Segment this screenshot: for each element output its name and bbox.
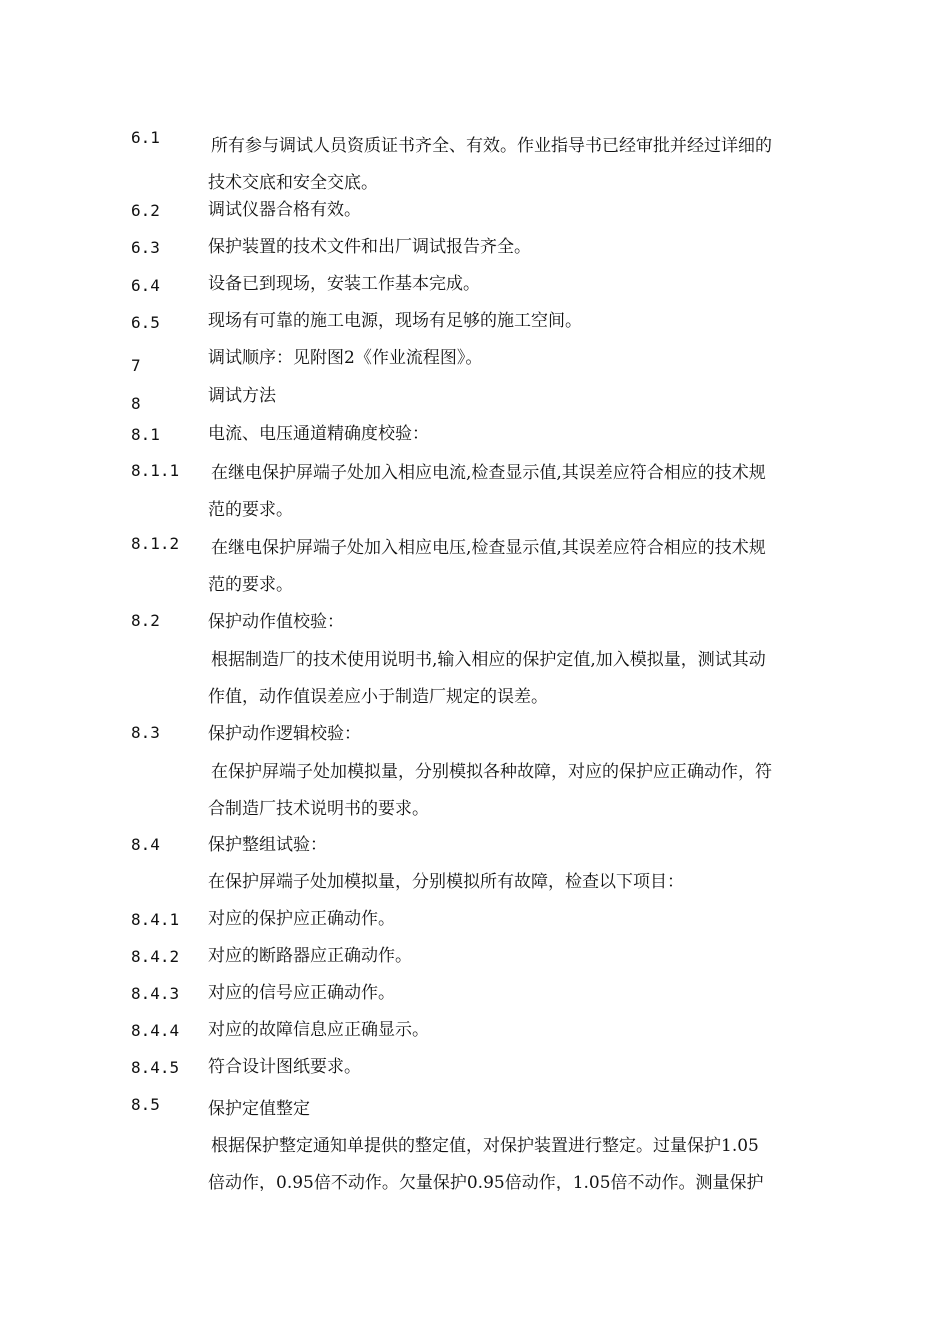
paragraph-line: 对应的保护应正确动作。 (208, 909, 395, 929)
paragraph-line: 调试仪器合格有效。 (208, 200, 361, 220)
paragraph-line: 在继电保护屏端子处加入相应电流,检查显示值,其误差应符合相应的技术规 (211, 463, 766, 483)
section-number: 8.1 (131, 425, 160, 444)
section-number: 8.4 (131, 835, 160, 854)
paragraph-line: 在保护屏端子处加模拟量，分别模拟各种故障，对应的保护应正确动作，符 (211, 762, 772, 782)
paragraph-line: 现场有可靠的施工电源，现场有足够的施工空间。 (208, 311, 582, 331)
paragraph-line: 保护装置的技术文件和出厂调试报告齐全。 (208, 237, 531, 257)
paragraph-line: 所有参与调试人员资质证书齐全、有效。作业指导书已经审批并经过详细的 (211, 136, 772, 156)
paragraph-line: 在继电保护屏端子处加入相应电压,检查显示值,其误差应符合相应的技术规 (211, 538, 766, 558)
paragraph-line: 在保护屏端子处加模拟量，分别模拟所有故障，检查以下项目： (208, 872, 684, 892)
section-number: 8.2 (131, 611, 160, 630)
paragraph-line: 作值，动作值误差应小于制造厂规定的误差。 (208, 687, 548, 707)
paragraph-line: 技术交底和安全交底。 (208, 173, 378, 193)
section-number: 6.2 (131, 201, 160, 220)
section-number: 8.1.2 (131, 534, 180, 553)
paragraph-line: 保护整组试验： (208, 835, 327, 855)
paragraph-line: 调试方法 (208, 386, 276, 406)
paragraph-line: 保护动作值校验： (208, 612, 344, 632)
paragraph-line: 设备已到现场，安装工作基本完成。 (208, 274, 480, 294)
paragraph-line: 倍动作，0.95倍不动作。欠量保护0.95倍动作，1.05倍不动作。测量保护 (208, 1173, 764, 1191)
paragraph-line: 对应的信号应正确动作。 (208, 983, 395, 1003)
paragraph-line: 符合设计图纸要求。 (208, 1057, 361, 1077)
section-number: 8.4.3 (131, 984, 180, 1003)
paragraph-line: 范的要求。 (208, 500, 293, 520)
section-number: 8.1.1 (131, 461, 180, 480)
section-number: 7 (131, 356, 141, 375)
section-number: 6.4 (131, 276, 160, 295)
paragraph-line: 对应的故障信息应正确显示。 (208, 1020, 429, 1040)
paragraph-line: 根据制造厂的技术使用说明书,输入相应的保护定值,加入模拟量，测试其动 (211, 650, 766, 670)
section-number: 8.4.5 (131, 1058, 180, 1077)
paragraph-line: 对应的断路器应正确动作。 (208, 946, 412, 966)
section-number: 8 (131, 394, 141, 413)
section-number: 6.1 (131, 128, 160, 147)
paragraph-line: 范的要求。 (208, 575, 293, 595)
paragraph-line: 调试顺序：见附图2《作业流程图》。 (208, 348, 483, 368)
paragraph-line: 电流、电压通道精确度校验： (208, 424, 429, 444)
section-number: 6.5 (131, 313, 160, 332)
section-number: 8.4.2 (131, 947, 180, 966)
paragraph-line: 根据保护整定通知单提供的整定值，对保护装置进行整定。过量保护1.05 (211, 1136, 759, 1156)
section-number: 6.3 (131, 238, 160, 257)
section-number: 8.5 (131, 1095, 160, 1114)
section-number: 8.3 (131, 723, 160, 742)
section-number: 8.4.1 (131, 910, 180, 929)
paragraph-line: 合制造厂技术说明书的要求。 (208, 799, 429, 819)
paragraph-line: 保护定值整定 (208, 1099, 310, 1119)
section-number: 8.4.4 (131, 1021, 180, 1040)
paragraph-line: 保护动作逻辑校验： (208, 724, 361, 744)
